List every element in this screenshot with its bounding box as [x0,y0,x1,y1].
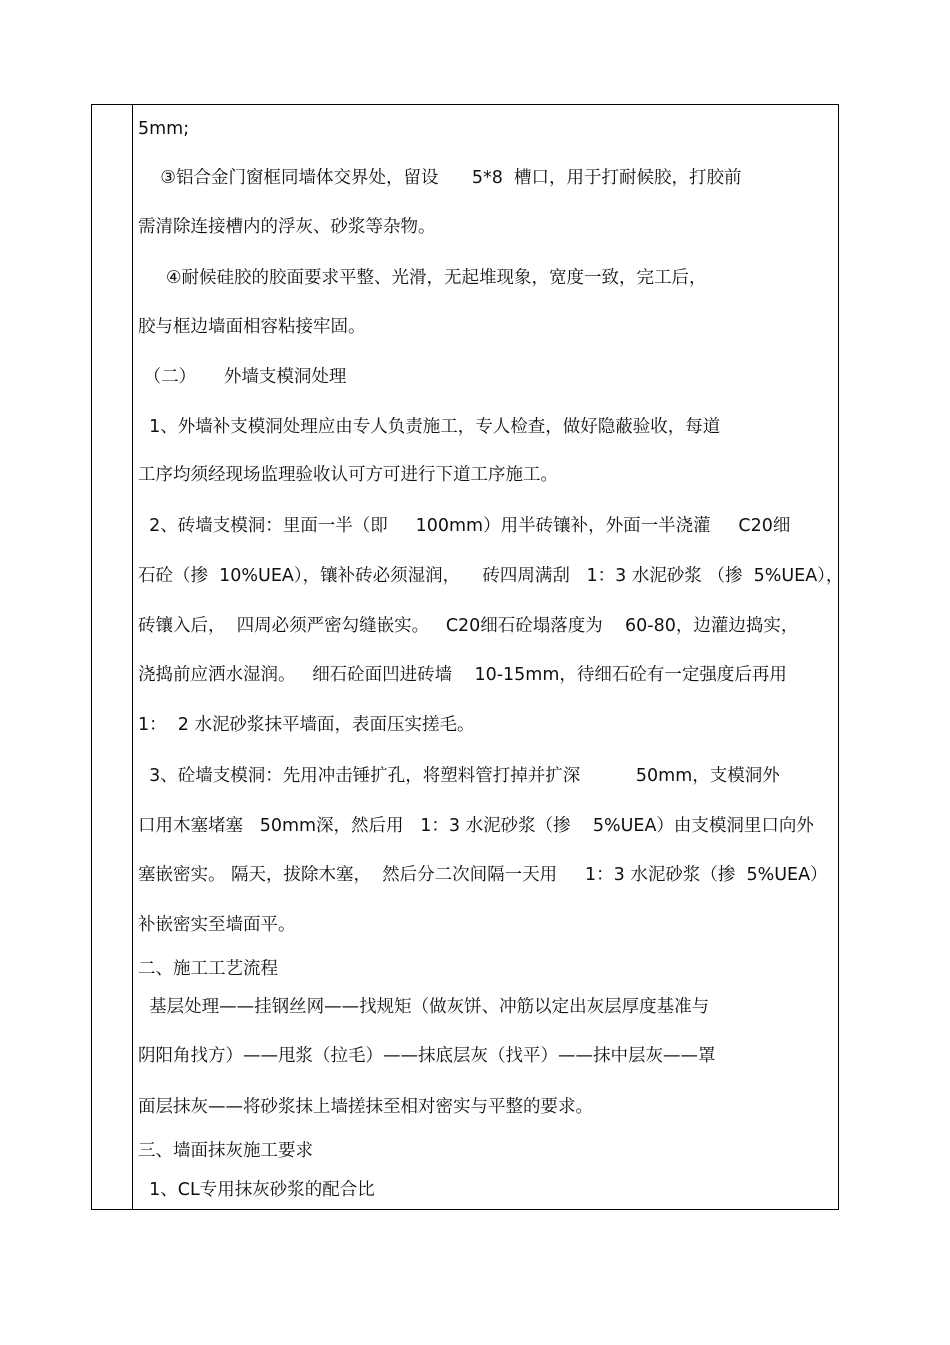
text-line: 2、砖墙支模洞：里面一半（即 100mm）用半砖镶补，外面一半浇灌 C20细 [138,516,791,536]
text-line: 3、砼墙支模洞：先用冲击锤扩孔，将塑料管打掉并扩深 50mm，支模洞外 [138,766,780,786]
text-line: 需清除连接槽内的浮灰、砂浆等杂物。 [138,217,436,237]
text-line: 面层抹灰——将砂浆抹上墙搓抹至相对密实与平整的要求。 [138,1097,593,1117]
text-line: 基层处理——挂钢丝网——找规矩（做灰饼、冲筋以定出灰层厚度基准与 [138,997,710,1017]
text-line: ④耐候硅胶的胶面要求平整、光滑，无起堆现象，宽度一致，完工后， [138,268,707,288]
section-heading: 二、施工工艺流程 [138,959,278,979]
text-line: 补嵌密实至墙面平。 [138,915,296,935]
text-line: 石砼（掺 10%UEA），镶补砖必须湿润， 砖四周满刮 1：3 水泥砂浆 （掺 5%UEA）， [138,566,844,586]
text-line: 1、外墙补支模洞处理应由专人负责施工，专人检查，做好隐蔽验收，每道 [138,417,721,437]
text-line: 浇捣前应洒水湿润。 细石砼面凹进砖墙 10-15mm，待细石砼有一定强度后再用 [138,665,787,685]
text-line: （二） 外墙支模洞处理 [138,367,347,387]
text-line: 1、CL专用抹灰砂浆的配合比 [138,1180,375,1200]
text-line: 阴阳角找方）——甩浆（拉毛）——抹底层灰（找平）——抹中层灰——罩 [138,1046,716,1066]
text-line: 工序均须经现场监理验收认可方可进行下道工序施工。 [138,465,558,485]
text-line: 1： 2 水泥砂浆抹平墙面，表面压实搓毛。 [138,715,475,735]
text-line: 塞嵌密实。 隔天，拔除木塞， 然后分二次间隔一天用 1：3 水泥砂浆（掺 5%UEA） [138,865,828,885]
text-line: ③铝合金门窗框同墙体交界处，留设 5*8 槽口，用于打耐候胶，打胶前 [138,168,742,188]
text-line: 口用木塞堵塞 50mm深，然后用 1：3 水泥砂浆（掺 5%UEA）由支模洞里口向外 [138,816,814,836]
text-line: 胶与框边墙面相容粘接牢固。 [138,317,366,337]
section-heading: 三、墙面抹灰施工要求 [138,1141,313,1161]
column-divider [132,104,133,1210]
text-line: 5mm; [138,119,190,139]
text-line: 砖镶入后， 四周必须严密勾缝嵌实。 C20细石砼塌落度为 60-80，边灌边捣实， [138,616,799,636]
